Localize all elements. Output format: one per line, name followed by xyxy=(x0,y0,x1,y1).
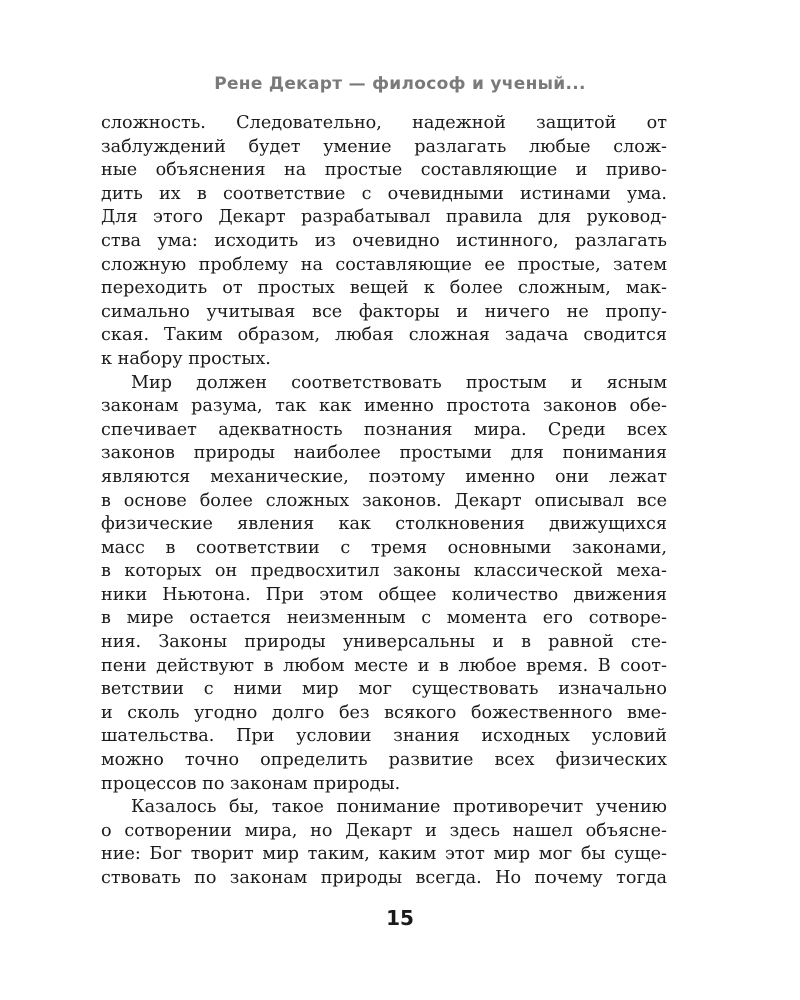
text-line: переходить от простых вещей к более сложным, мак- xyxy=(101,278,667,299)
text-line: процессов по законам природы. xyxy=(101,773,401,794)
text-line: ние: Бог творит мир таким, каким этот мир мог бы суще- xyxy=(101,844,667,865)
text-line: масс в соответствии с тремя основными законами, xyxy=(101,537,667,558)
text-line: Мир должен соответствовать простым и ясным xyxy=(131,372,667,393)
text-line: ства ума: исходить из очевидно истинного, разлагать xyxy=(101,230,667,251)
text-line: к набору простых. xyxy=(101,348,271,369)
text-line: заблуждений будет умение разлагать любые слож- xyxy=(101,136,667,157)
paragraph-3 xyxy=(101,796,667,890)
text-line: являются механические, поэтому именно они лежат xyxy=(101,466,667,487)
paragraph-2 xyxy=(101,372,667,797)
text-line: ные объяснения на простые составляющие и приво- xyxy=(101,160,667,181)
text-line: в основе более сложных законов. Декарт описывал все xyxy=(101,490,667,511)
running-head: Рене Декарт — философ и ученый... xyxy=(214,74,586,94)
text-line: ская. Таким образом, любая сложная задача сводится xyxy=(101,325,667,346)
text-line: сложную проблему на составляющие ее простые, затем xyxy=(101,254,667,275)
text-line: дить их в соответствие с очевидными истинами ума. xyxy=(101,183,667,204)
text-line: сложность. Следовательно, надежной защитой от xyxy=(101,113,667,133)
text-line: в мире остается неизменным с момента его сотворе- xyxy=(101,608,667,629)
text-line: спечивает адекватность познания мира. Среди всех xyxy=(101,419,667,440)
text-line: законов природы наиболее простыми для понимания xyxy=(101,443,667,464)
text-line: в которых он предвосхитил законы классической меха- xyxy=(101,561,667,582)
text-line: ния. Законы природы универсальны и в равной сте- xyxy=(101,632,667,653)
text-line: Для этого Декарт разрабатывал правила для руковод- xyxy=(101,207,667,228)
text-line: ветствии с ними мир мог существовать изначально xyxy=(101,679,667,700)
body-text xyxy=(101,112,667,891)
text-line: и сколь угодно долго без всякого божественного вме- xyxy=(101,702,667,723)
text-line: пени действуют в любом месте и в любое время. В соот- xyxy=(101,655,667,676)
text-line: ники Ньютона. При этом общее количество движения xyxy=(101,584,667,605)
text-line: симально учитывая все факторы и ничего не пропу- xyxy=(101,301,667,322)
text-line: ствовать по законам природы всегда. Но почему тогда xyxy=(101,868,667,888)
paragraph-1 xyxy=(101,112,667,372)
text-line: Казалось бы, такое понимание противоречит учению xyxy=(131,797,667,818)
text-line: физические явления как столкновения движущихся xyxy=(101,514,667,535)
text-line: шательства. При условии знания исходных условий xyxy=(101,726,667,747)
text-line: можно точно определить развитие всех физических xyxy=(101,750,667,771)
text-line: о сотворении мира, но Декарт и здесь нашел объясне- xyxy=(101,820,667,841)
page-number: 15 xyxy=(386,906,414,930)
text-line: законам разума, так как именно простота законов обе- xyxy=(101,396,667,417)
